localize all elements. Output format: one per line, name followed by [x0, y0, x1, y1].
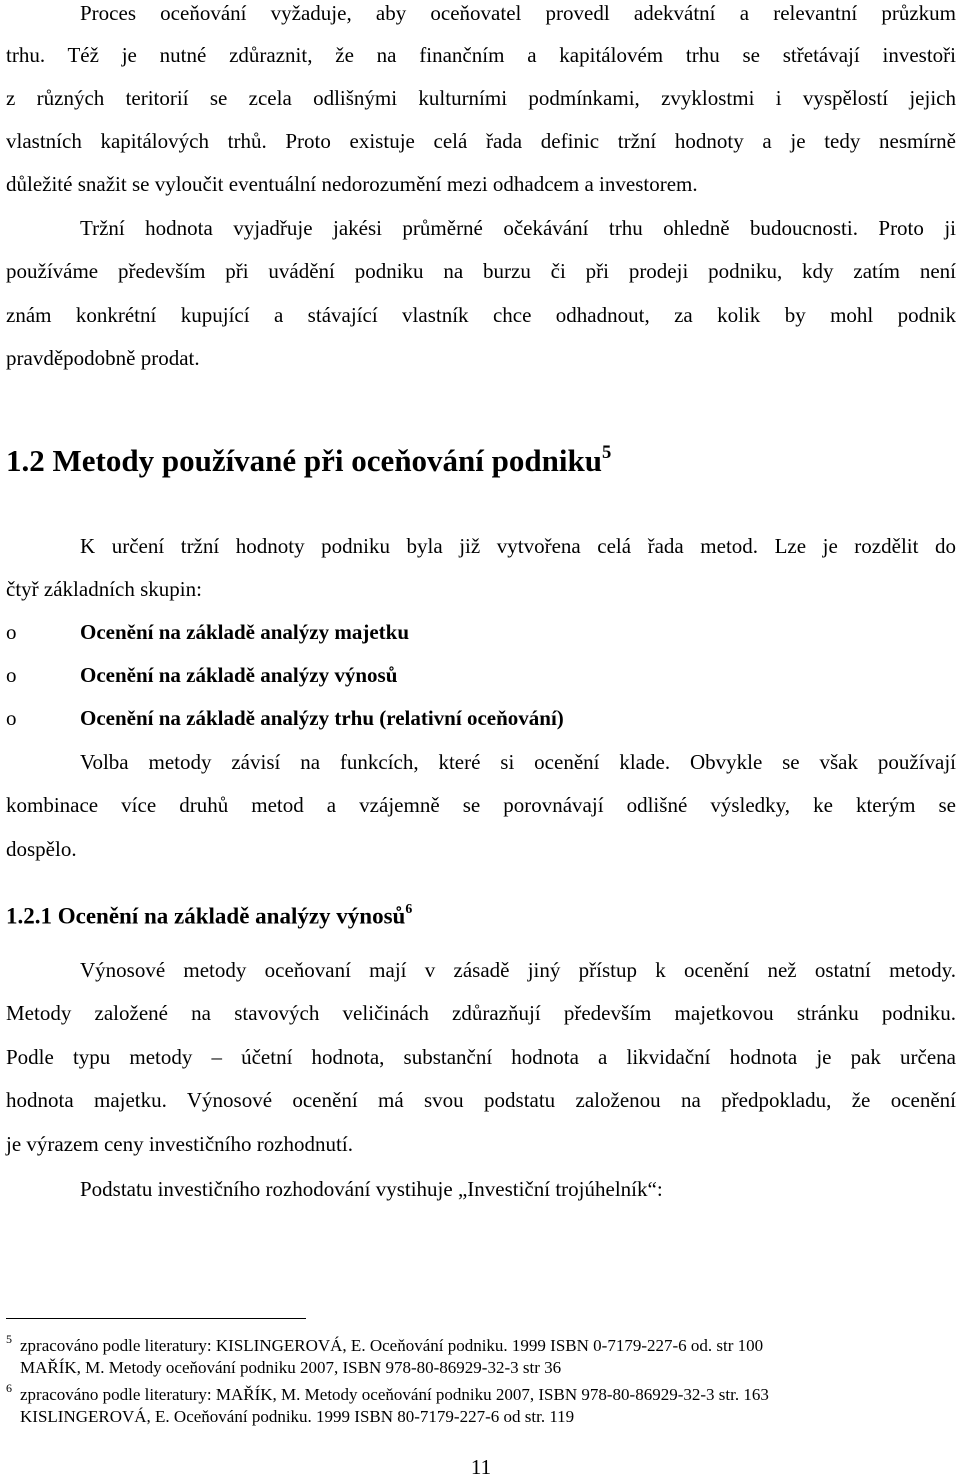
text-line: Metody založené na stavových veličinách zdůrazňují především majetkovou stránku podniku. [6, 1001, 956, 1025]
footnote-ref: 5 [601, 441, 612, 463]
text-line: kombinace více druhů metod a vzájemně se porovnávají odlišné výsledky, ke kterým se [6, 793, 956, 817]
text-line: trhu. Též je nutné zdůraznit, že na finančním a kapitálovém trhu se střetávají investoři [6, 43, 956, 67]
text-line: čtyř základních skupin: [6, 577, 202, 601]
section-heading-1-2 [6, 443, 611, 479]
text-line: pravděpodobně prodat. [6, 346, 200, 370]
footnote-text: KISLINGEROVÁ, E. Oceňování podniku. 1999 ISBN 80-7179-227-6 od str. 119 [20, 1407, 575, 1426]
text-line: K určení tržní hodnoty podniku byla již vytvořena celá řada metod. Lze je rozdělit do [80, 534, 956, 558]
bullet-marker: o [6, 706, 17, 730]
heading-text: 1.2 Metody používané při oceňování podniku [6, 443, 602, 478]
text-line: Tržní hodnota vyjadřuje jakési průměrné očekávání trhu ohledně budoucnosti. Proto ji [80, 216, 956, 240]
text-line: Výnosové metody oceňovaní mají v zásadě jiný přístup k ocenění než ostatní metody. [80, 958, 956, 982]
footnote-separator [6, 1318, 306, 1319]
footnote-ref: 6 [405, 901, 413, 916]
bullet-marker: o [6, 620, 17, 644]
text-line: Volba metody závisí na funkcích, které si ocenění klade. Obvykle se však používají [80, 750, 956, 774]
text-line: z různých teritorií se zcela odlišnými kulturními podmínkami, zvyklostmi i vyspělostí jejich [6, 86, 956, 110]
bullet-marker: o [6, 663, 17, 687]
text-line: je výrazem ceny investičního rozhodnutí. [6, 1132, 353, 1156]
heading-text: 1.2.1 Ocenění na základě analýzy výnosů [6, 903, 406, 929]
list-item-text: Ocenění na základě analýzy majetku [80, 620, 409, 644]
text-line: důležité snažit se vyloučit eventuální nedorozumění mezi odhadcem a investorem. [6, 172, 698, 196]
text-line: vlastních kapitálových trhů. Proto existuje celá řada definic tržní hodnoty a je tedy nesmírně [6, 129, 956, 153]
list-item-text: Ocenění na základě analýzy výnosů [80, 663, 398, 687]
page-number: 11 [470, 1455, 492, 1479]
list-item-text: Ocenění na základě analýzy trhu (relativní oceňování) [80, 706, 564, 730]
text-line: Podstatu investičního rozhodování vystihuje „Investiční trojúhelník“: [80, 1177, 663, 1201]
section-heading-1-2-1 [6, 903, 412, 930]
footnote-text: zpracováno podle literatury: MAŘÍK, M. Metody oceňování podniku 2007, ISBN 978-80-86929-32-3 str. 163 [20, 1385, 769, 1404]
text-line: Proces oceňování vyžaduje, aby oceňovatel provedl adekvátní a relevantní průzkum [80, 1, 956, 25]
footnote-text: MAŘÍK, M. Metody oceňování podniku 2007, ISBN 978-80-86929-32-3 str 36 [20, 1358, 562, 1377]
text-line: hodnota majetku. Výnosové ocenění má svou podstatu založenou na předpokladu, že ocenění [6, 1088, 956, 1112]
footnote-number: 6 [6, 1381, 12, 1395]
text-line: dospělo. [6, 837, 77, 861]
text-line: znám konkrétní kupující a stávající vlastník chce odhadnout, za kolik by mohl podnik [6, 303, 956, 327]
text-line: používáme především při uvádění podniku na burzu či při prodeji podniku, kdy zatím není [6, 259, 956, 283]
footnote-text: zpracováno podle literatury: KISLINGEROVÁ, E. Oceňování podniku. 1999 ISBN 0-7179-227-6 od. str 100 [20, 1336, 764, 1355]
text-line: Podle typu metody – účetní hodnota, substanční hodnota a likvidační hodnota je pak určena [6, 1045, 956, 1069]
footnote-number: 5 [6, 1332, 12, 1346]
